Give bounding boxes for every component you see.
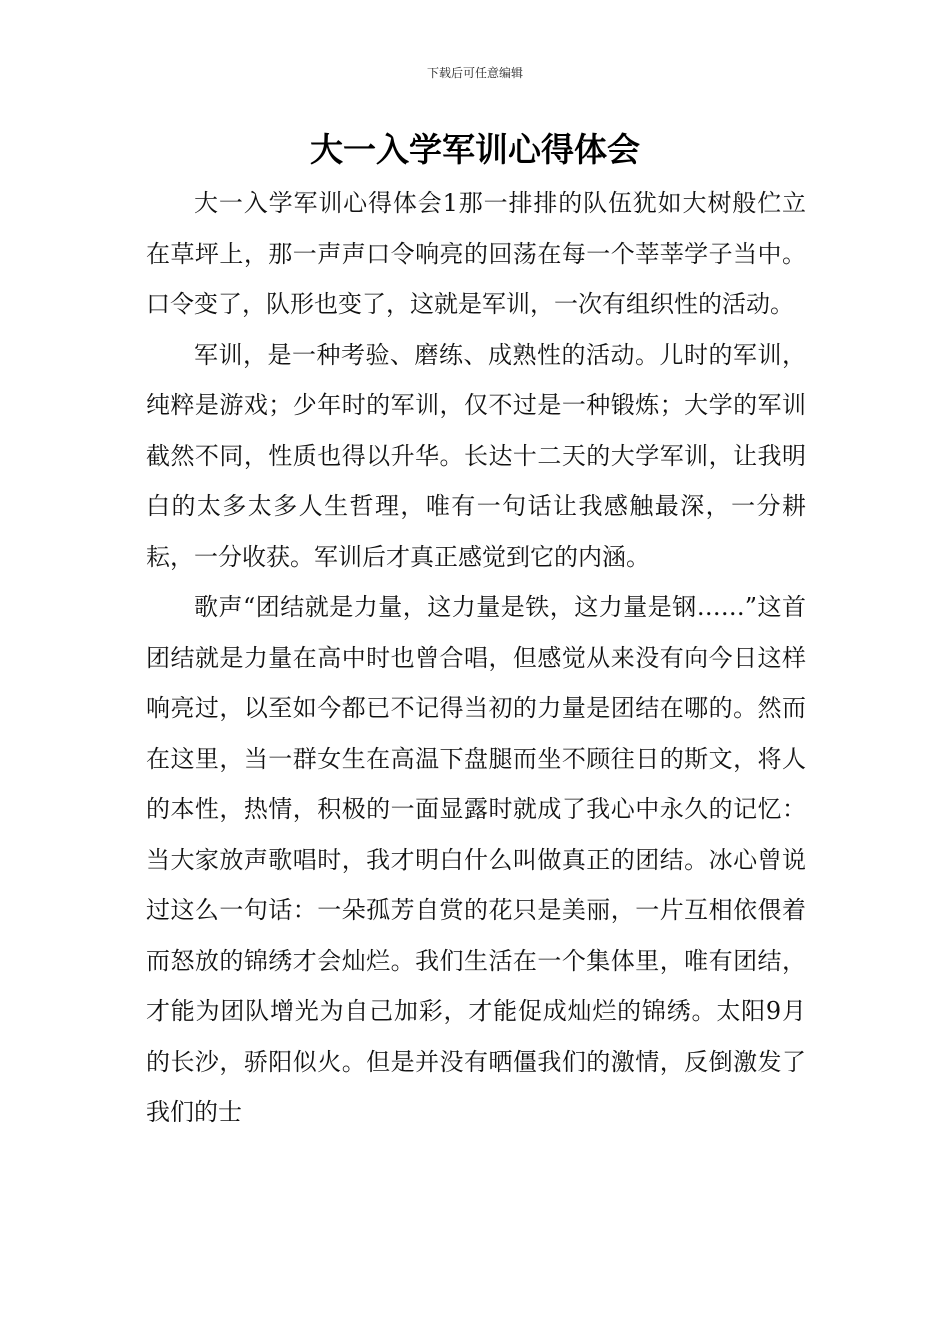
paragraph-2: 军训，是一种考验、磨练、成熟性的活动。儿时的军训，纯粹是游戏；少年时的军训，仅不过是一种锻炼；大学的军训截然不同，性质也得以升华。长达十二天的大学军训，让我明白的太多太多人生哲理，唯有一句话让我感触最深，一分耕耘，一分收获。军训后才真正感觉到它的内涵。 — [146, 340, 806, 571]
document-title: 大一入学军训心得体会 — [310, 130, 640, 169]
document-body — [146, 178, 806, 1138]
paragraph-3: 歌声“团结就是力量，这力量是铁，这力量是钢……”这首团结就是力量在高中时也曾合唱，但感觉从来没有向今日这样响亮过，以至如今都已不记得当初的力量是团结在哪的。然而在这里，当一群女生在高温下盘腿而坐不顾往日的斯文，将人的本性，热情，积极的一面显露时就成了我心中永久的记忆：当大家放声歌唱时，我才明白什么叫做真正的团结。冰心曾说过这么一句话：一朵孤芳自赏的花只是美丽，一片互相依偎着而怒放的锦绣才会灿烂。我们生活在一个集体里，唯有团结，才能为团队增光为自己加彩，才能促成灿烂的锦绣。太阳9月的长沙，骄阳似火。但是并没有晒僵我们的激情，反倒激发了我们的士 — [146, 593, 806, 1126]
page-header-note: 下载后可任意编辑 — [426, 66, 523, 80]
paragraph-1: 大一入学军训心得体会1那一排排的队伍犹如大树般伫立在草坪上，那一声声口令响亮的回荡在每一个莘莘学子当中。口令变了，队形也变了，这就是军训，一次有组织性的活动。 — [146, 189, 806, 318]
